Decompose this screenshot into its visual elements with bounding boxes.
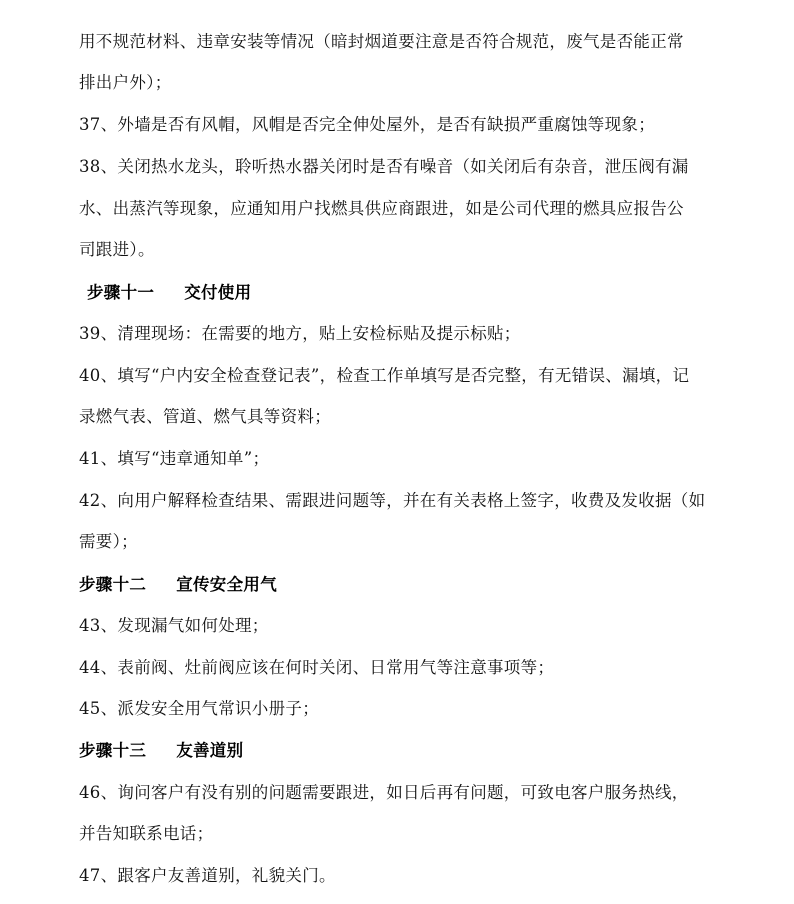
text-line: 43、发现漏气如何处理； [79, 616, 269, 635]
step-label: 步骤十三 [79, 741, 147, 760]
step-title: 宣传安全用气 [176, 575, 278, 594]
text-line: 需要）； [79, 532, 138, 551]
text-line: 39、清理现场：在需要的地方，贴上安检标贴及提示标贴； [79, 324, 521, 343]
text-line: 42、向用户解释检查结果、需跟进问题等，并在有关表格上签字，收费及发收据（如 [79, 491, 706, 510]
text-line: 46、询问客户有没有别的问题需要跟进，如日后再有问题，可致电客户服务热线， [79, 783, 689, 802]
text-line: 用不规范材料、违章安装等情况（暗封烟道要注意是否符合规范，废气是否能正常 [79, 32, 684, 51]
section-heading [79, 573, 769, 597]
text-line: 录燃气表、管道、燃气具等资料； [79, 407, 331, 426]
text-line: 38、关闭热水龙头，聆听热水器关闭时是否有噪音（如关闭后有杂音，泄压阀有漏 [79, 157, 689, 176]
section-heading [87, 281, 777, 305]
text-line: 41、填写“违章通知单”； [79, 449, 270, 468]
text-line: 水、出蒸汽等现象，应通知用户找燃具供应商跟进，如是公司代理的燃具应报告公 [79, 199, 684, 218]
text-line: 44、表前阀、灶前阀应该在何时关闭、日常用气等注意事项等； [79, 658, 555, 677]
text-line: 排出户外）； [79, 73, 172, 92]
text-line: 45、派发安全用气常识小册子； [79, 699, 319, 718]
step-label: 步骤十二 [79, 575, 147, 594]
section-heading [79, 739, 769, 763]
text-line: 37、外墙是否有风帽，风帽是否完全伸处屋外，是否有缺损严重腐蚀等现象； [79, 115, 655, 134]
text-line: 40、填写“户内安全检查登记表”，检查工作单填写是否完整，有无错误、漏填，记 [79, 366, 690, 385]
text-line: 并告知联系电话； [79, 824, 214, 843]
text-line: 47、跟客户友善道别，礼貌关门。 [79, 866, 336, 885]
step-label: 步骤十一 [87, 283, 155, 302]
text-line: 司跟进）。 [79, 240, 155, 259]
step-title: 友善道别 [176, 741, 244, 760]
step-title: 交付使用 [184, 283, 252, 302]
